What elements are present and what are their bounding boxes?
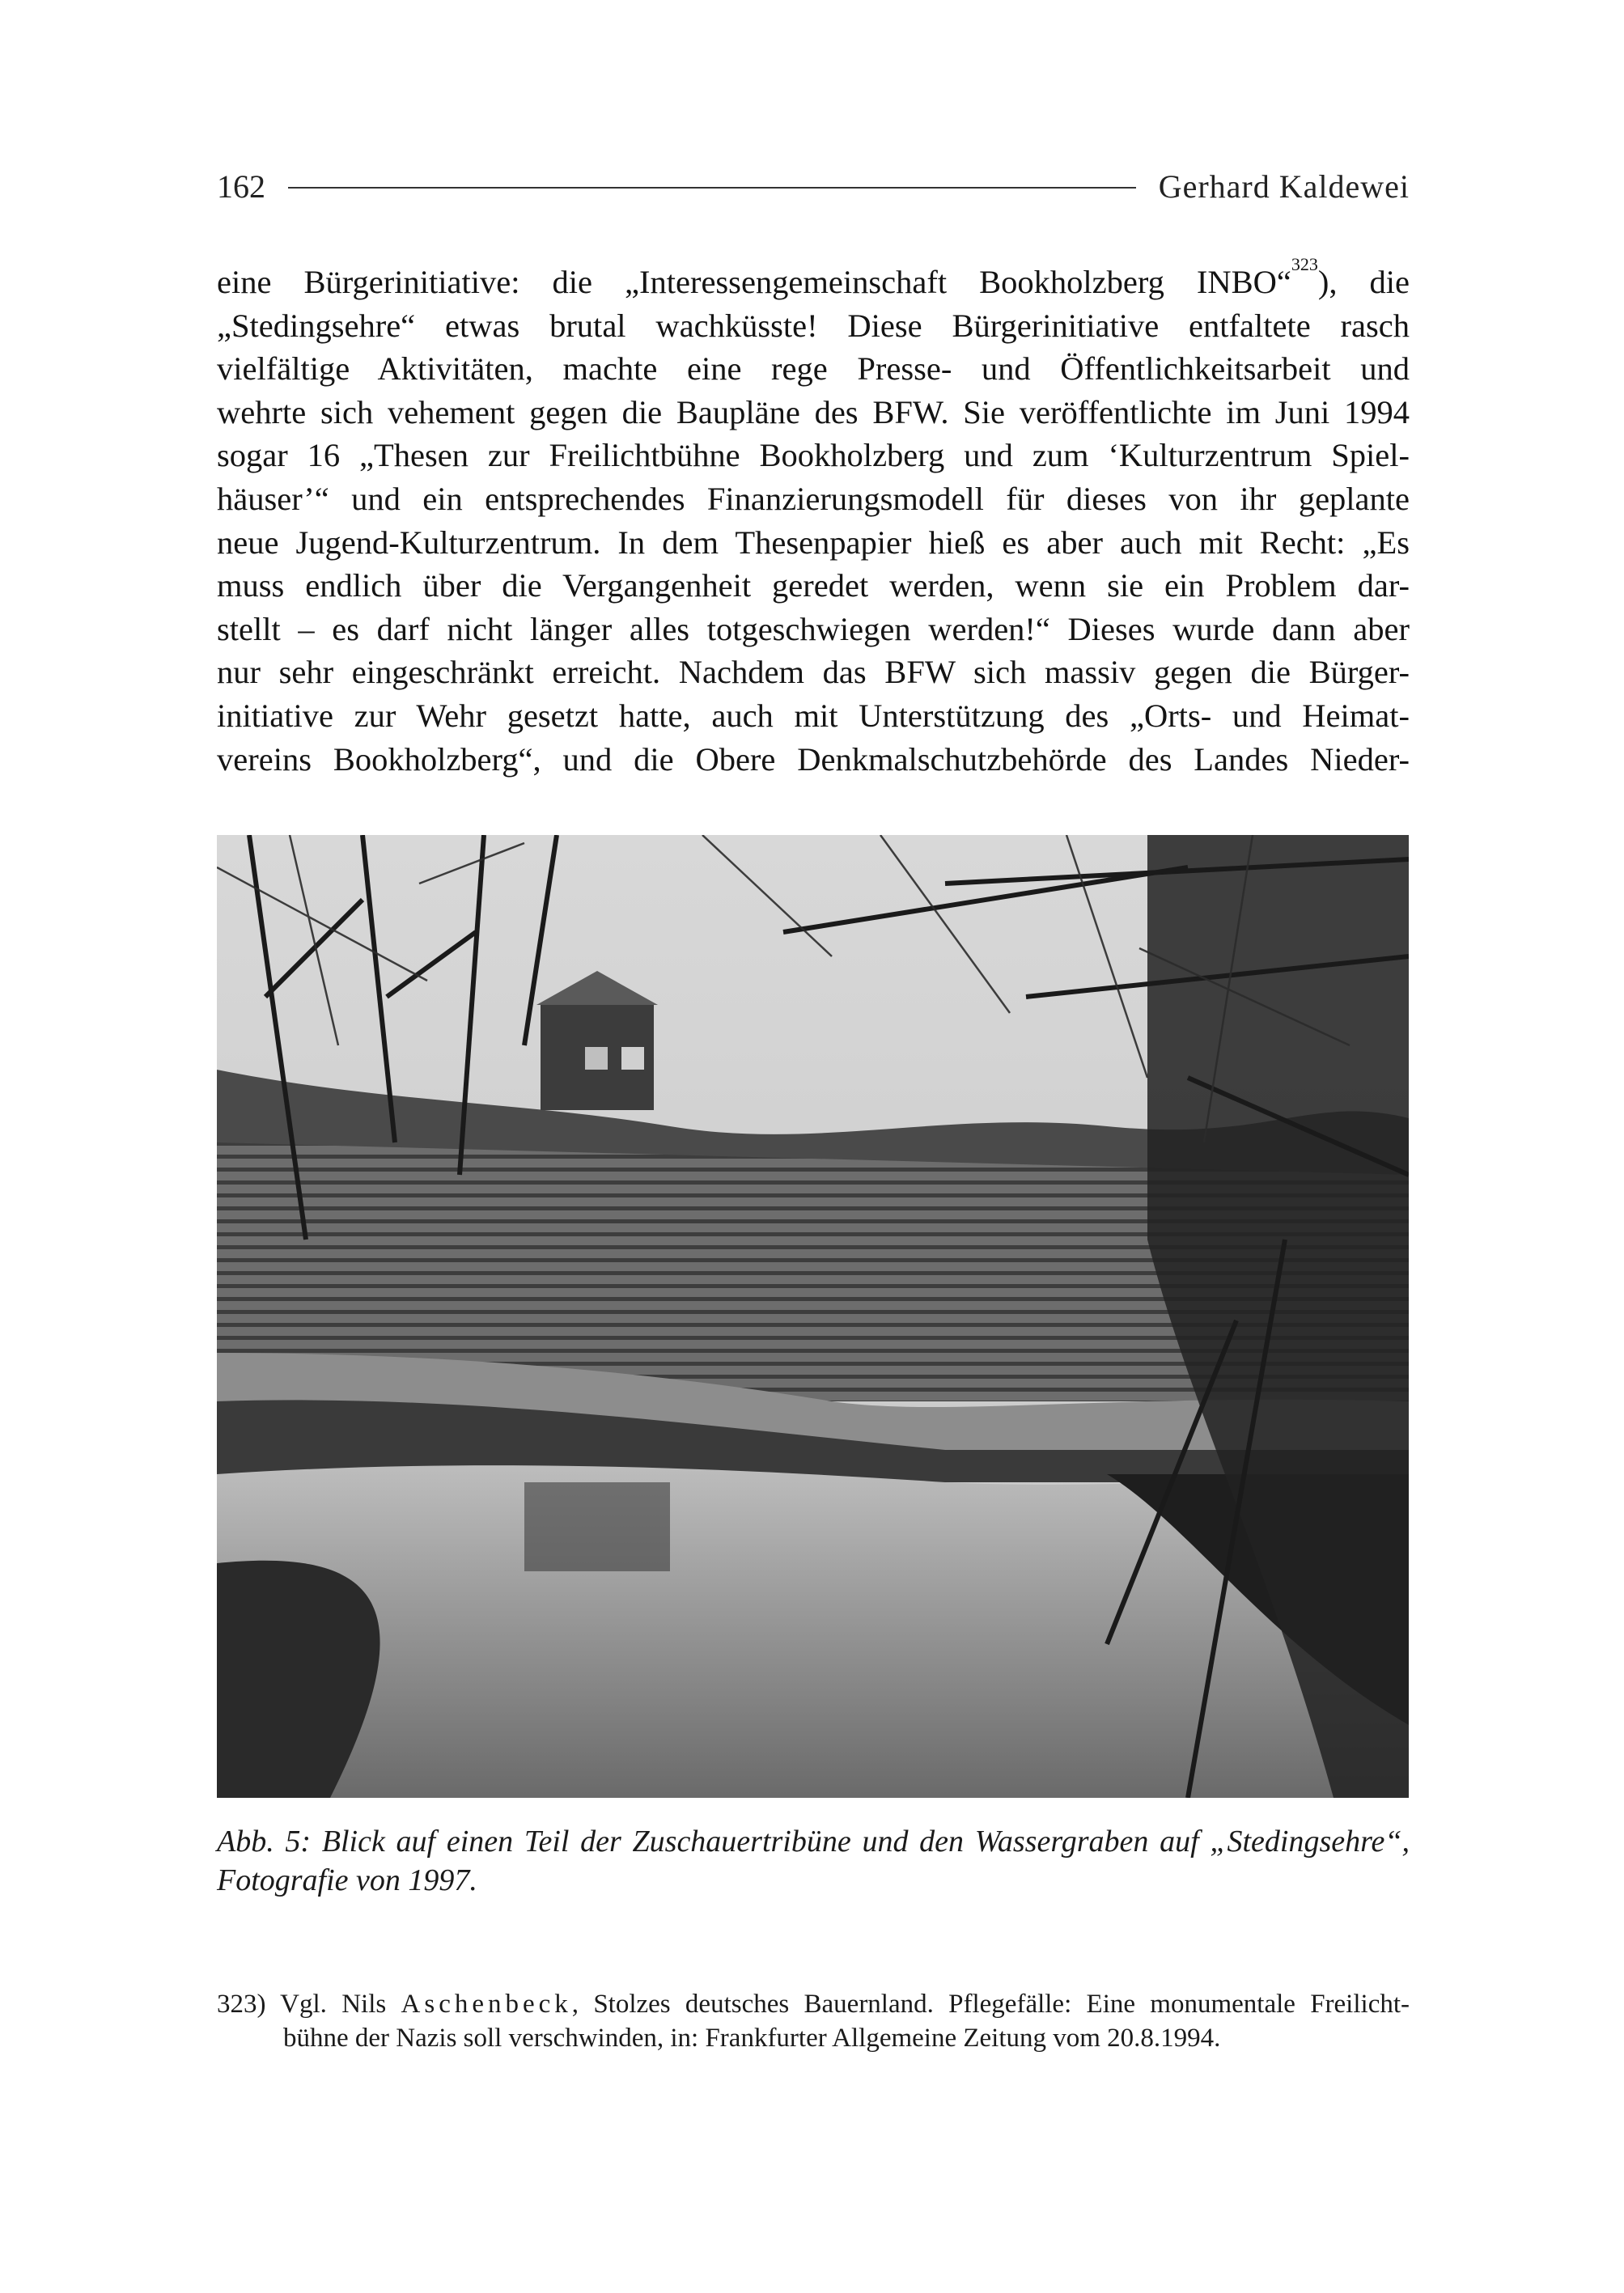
body-paragraph bbox=[217, 253, 1410, 781]
running-header bbox=[217, 162, 1410, 210]
figure-caption bbox=[217, 1822, 1410, 1900]
text-line: „Stedingsehre“ etwas brutal wachküsste! Diese Bürgerinitiative entfaltete rasch bbox=[217, 307, 1410, 344]
text-line: neue Jugend-Kulturzentrum. In dem Thesenpapier hieß es aber auch mit Recht: „Es bbox=[217, 523, 1410, 561]
text-line: häuser’“ und ein entsprechendes Finanzierungsmodell für dieses von ihr geplante bbox=[217, 480, 1410, 517]
footnote-line: bühne der Nazis soll verschwinden, in: Frankfurter Allgemeine Zeitung vom 20.8.1994. bbox=[283, 2024, 1221, 2053]
text-line: vielfältige Aktivitäten, machte eine rege Presse- und Öffentlichkeitsarbeit und bbox=[217, 350, 1410, 388]
text-line: eine Bürgerinitiative: die „Interessengemeinschaft Bookholzberg INBO“$^{323}$), die bbox=[217, 253, 1410, 300]
header-rule bbox=[288, 187, 1136, 189]
text-line: sogar 16 „Thesen zur Freilichtbühne Bookholzberg und zum ‘Kulturzentrum Spiel- bbox=[217, 437, 1410, 474]
caption-line: Fotografie von 1997. bbox=[217, 1863, 477, 1897]
text-line: initiative zur Wehr gesetzt hatte, auch mit Unterstützung des „Orts- und Heimat- bbox=[217, 697, 1410, 734]
text-line: nur sehr eingeschränkt erreicht. Nachdem das BFW sich massiv gegen die Bürger- bbox=[217, 654, 1410, 691]
text-line: wehrte sich vehement gegen die Baupläne des BFW. Sie veröffentlichte im Juni 1994 bbox=[217, 393, 1410, 430]
footnote-author: Aschenbeck bbox=[401, 1990, 572, 2019]
footnote-reference[interactable]: 323 bbox=[1291, 253, 1318, 274]
running-header-author: Gerhard Kaldewei bbox=[1158, 167, 1410, 205]
text-line: vereins Bookholzberg“, und die Obere Denkmalschutzbehörde des Landes Nieder- bbox=[217, 740, 1410, 778]
figure-photograph bbox=[217, 835, 1409, 1798]
text-line: stellt – es darf nicht länger alles totgeschwiegen werden!“ Dieses wurde dann aber bbox=[217, 610, 1410, 647]
page-number: 162 bbox=[217, 167, 265, 205]
caption-line: Abb. 5: Blick auf einen Teil der Zuschauertribüne und den Wassergraben auf „Stedingsehre“, bbox=[217, 1825, 1410, 1859]
footnote bbox=[217, 1987, 1410, 2055]
footnote-line: 323) Vgl. Nils Aschenbeck, Stolzes deutsches Bauernland. Pflegefälle: Eine monumentale Freilicht- bbox=[217, 1990, 1410, 2019]
text-line: muss endlich über die Vergangenheit geredet werden, wenn sie ein Problem dar- bbox=[217, 567, 1410, 604]
